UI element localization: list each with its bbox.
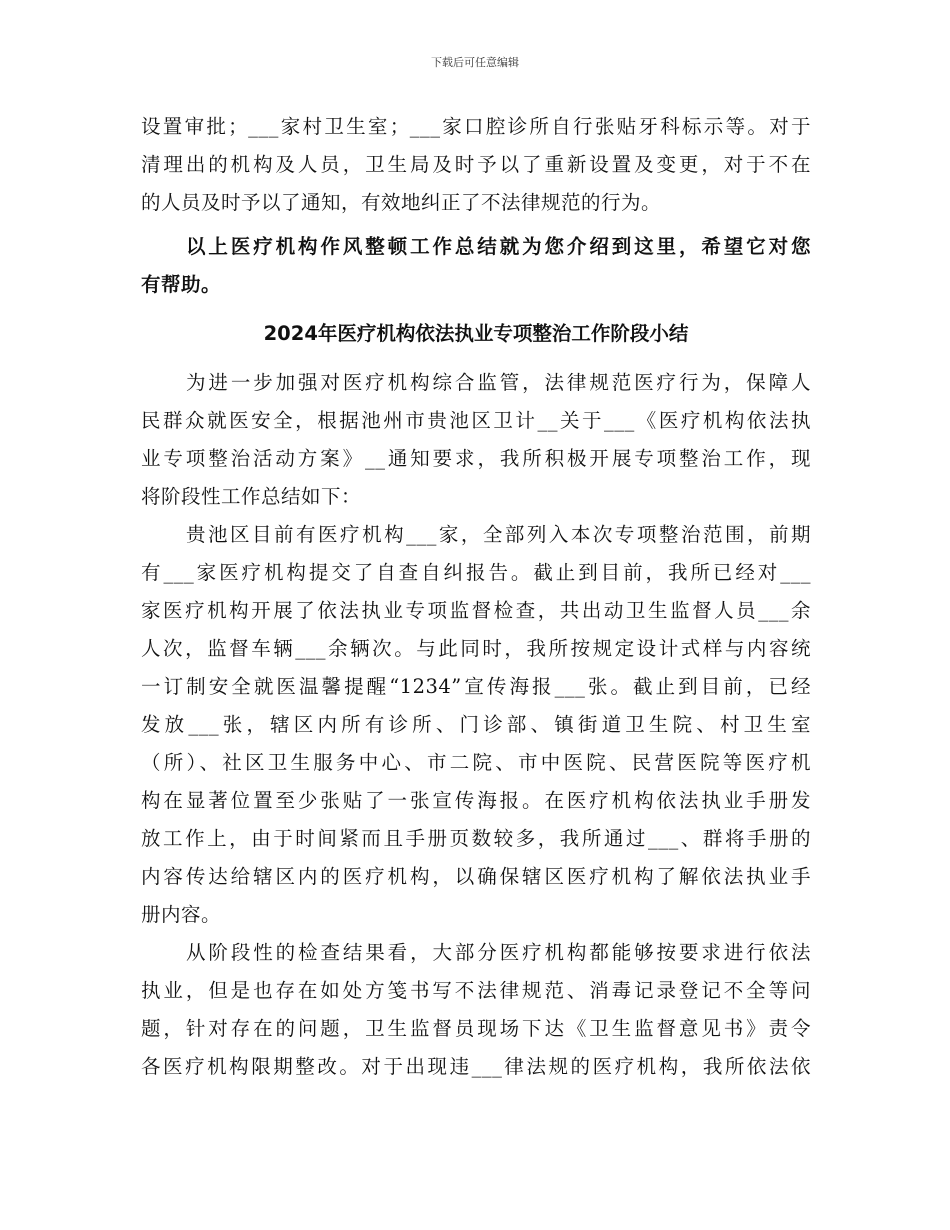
- paragraph-3: [141, 934, 811, 1086]
- document-body: [141, 108, 811, 1086]
- page-header: 下载后可任意编辑: [431, 56, 519, 69]
- paragraph-2: [141, 516, 811, 934]
- text-line: 内容传达给辖区内的医疗机构，以确保辖区医疗机构了解依法执业手: [141, 865, 811, 888]
- text-line: 的人员及时予以了通知，有效地纠正了不法律规范的行为。: [141, 191, 662, 214]
- text-line: 为进一步加强对医疗机构综合监管，法律规范医疗行为，保障人: [186, 371, 811, 394]
- text-line: 构在显著位置至少张贴了一张宣传海报。在医疗机构依法执业手册发: [141, 789, 811, 812]
- text-line: 各医疗机构限期整改。对于出现违___律法规的医疗机构，我所依法依: [141, 1055, 811, 1078]
- text-line: 业专项整治活动方案》__通知要求，我所积极开展专项整治工作，现: [141, 447, 811, 470]
- text-line: 清理出的机构及人员，卫生局及时予以了重新设置及变更，对于不在: [141, 153, 811, 176]
- text-line: 从阶段性的检查结果看，大部分医疗机构都能够按要求进行依法: [186, 941, 811, 964]
- text-line: 题，针对存在的问题，卫生监督员现场下达《卫生监督意见书》责令: [141, 1017, 811, 1040]
- text-line: 人次，监督车辆___余辆次。与此同时，我所按规定设计式样与内容统: [141, 637, 811, 660]
- closing-paragraph: [141, 228, 811, 304]
- text-line: 册内容。: [141, 903, 222, 926]
- section1-paragraph: [141, 108, 811, 222]
- text-line: 发放___张，辖区内所有诊所、门诊部、镇街道卫生院、村卫生室: [141, 713, 811, 736]
- text-line: 设置审批；___家村卫生室；___家口腔诊所自行张贴牙科标示等。对于: [141, 115, 811, 138]
- document-title: 2024年医疗机构依法执业专项整治工作阶段小结: [263, 322, 689, 345]
- paragraph-1: [141, 364, 811, 516]
- text-line: 贵池区目前有医疗机构___家，全部列入本次专项整治范围，前期: [186, 523, 811, 546]
- text-line: 放工作上，由于时间紧而且手册页数较多，我所通过___、群将手册的: [141, 827, 811, 850]
- text-line: 一订制安全就医温馨提醒“1234”宣传海报___张。截止到目前，已经: [141, 675, 811, 698]
- text-line: 民群众就医安全，根据池州市贵池区卫计__关于___《医疗机构依法执: [141, 409, 811, 432]
- text-line: 将阶段性工作总结如下：: [141, 485, 362, 508]
- text-line: （所）、社区卫生服务中心、市二院、市中医院、民营医院等医疗机: [141, 751, 811, 774]
- text-line: 有帮助。: [141, 273, 222, 296]
- text-line: 以上医疗机构作风整顿工作总结就为您介绍到这里，希望它对您: [186, 235, 811, 258]
- text-line: 家医疗机构开展了依法执业专项监督检查，共出动卫生监督人员___余: [141, 599, 811, 622]
- text-line: 执业，但是也存在如处方笺书写不法律规范、消毒记录登记不全等问: [141, 979, 811, 1002]
- text-line: 有___家医疗机构提交了自查自纠报告。截止到目前，我所已经对___: [141, 561, 811, 584]
